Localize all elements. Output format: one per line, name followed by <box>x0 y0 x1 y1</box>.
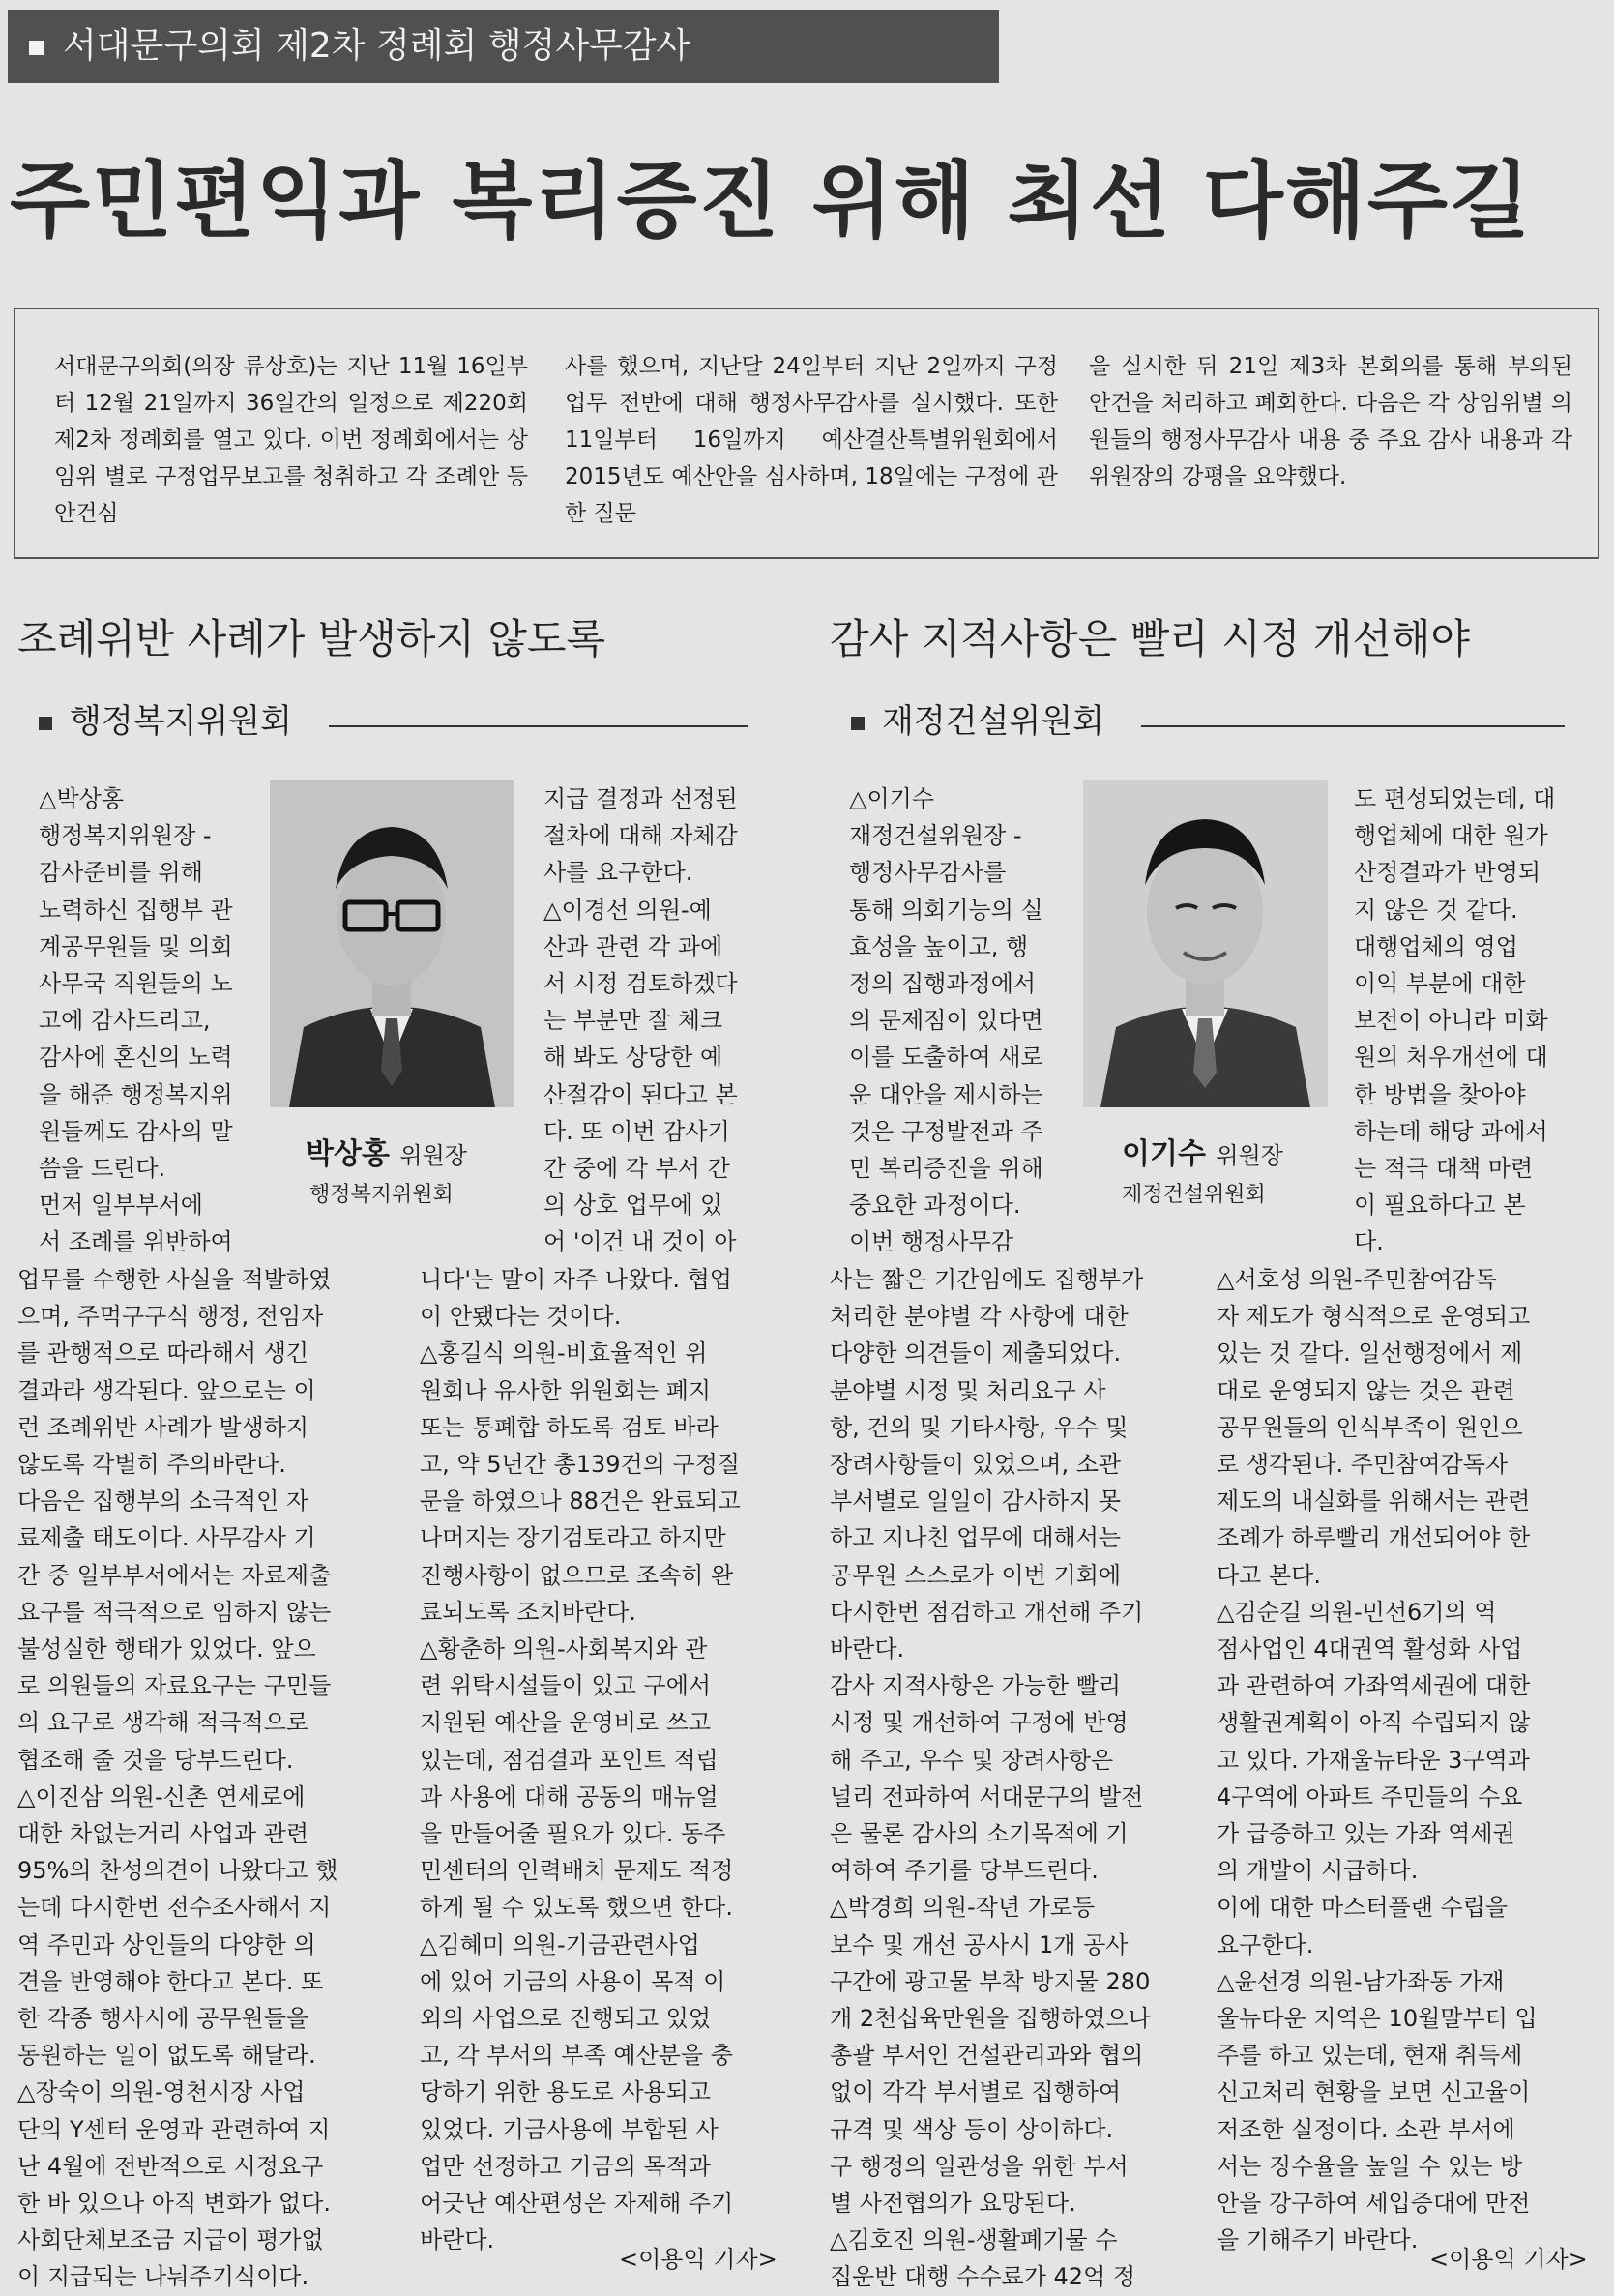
bullet-square-icon <box>39 717 52 730</box>
intro-col-2: 사를 했으며, 지난달 24일부터 지난 2일까지 구정업무 전반에 대해 행정사무감사를 실시했다. 또한 11일부터 16일까지 예산결산특별위원회에서 2015년도 예산안을 심사하며, 18일에는 구정에 관한 질문 <box>565 354 1058 526</box>
intro-col-3: 을 실시한 뒤 21일 제3차 본회의를 통해 부의된 안건을 처리하고 폐회한다. 다음은 각 상임위별 의원들의 행정사무감사 내용 중 주요 감사 내용과 각 위원장의 강평을 요약했다. <box>1089 354 1572 489</box>
right-byline: <이용익 기자> <box>1429 2246 1588 2273</box>
intro-box <box>14 308 1599 559</box>
left-caption-title: 행정복지위원회 <box>309 1183 454 1207</box>
left-col2-top: 지급 결정과 선정된 절차에 대해 자체감 사를 요구한다. △이경선 의원-예 산과 관련 각 과에 서 시정 검토하겠다 는 부분만 잘 체크 해 봐도 상당한 예 산절감이 된다고 본 다. 또 이번 감사기 간 중에 각 부서 간 의 상호 업무에 있 어 '이건 내 것이 아 <box>543 785 738 1256</box>
bullet-square-icon <box>29 41 44 55</box>
left-photo <box>270 780 514 1107</box>
right-col2-bottom: △서호성 의원-주민참여감독 자 제도가 형식적으로 운영되고 있는 것 같다. 일선행정에서 제 대로 운영되지 않는 것은 관련 공무원들의 인식부족이 원인으 로 생각된다. 주민참여감독자 제도의 내실화를 위해서는 관련 조례가 하루빨리 개선되어야 한 다고 본다. △김순길 의원-민선6기의 역 점사업인 4대권역 활성화 사업 과 관련하여 가좌역세권에 대한 생활권계획이 아직 수립되지 않 고 있다. 가재울뉴타운 3구역과 4구역에 아파트 주민들의 수요 가 급증하고 있는 가좌 역세권 의 개발이 시급하다. 이에 대한 마스터플랜 수립을 요구한다. △윤선경 의원-남가좌동 가재 울뉴타운 지역은 10월말부터 입 주를 하고 있는데, 현재 취득세 신고처리 현황을 보면 신고율이 저조한 실정이다. 소관 부서에 서는 징수율을 높일 수 있는 방 안을 강구하여 세입증대에 만전 을 기해주기 바란다. <box>1217 1266 1538 2254</box>
right-caption-name <box>1122 1130 1283 1172</box>
headline: 주민편익과 복리증진 위해 최선 다해주길 <box>10 153 1533 250</box>
caption-role-text: 위원장 <box>1216 1142 1283 1169</box>
right-photo <box>1083 780 1328 1107</box>
left-caption-name <box>306 1130 467 1172</box>
right-subhead: 감사 지적사항은 빨리 시정 개선해야 <box>830 615 1470 662</box>
left-col1-top: △박상홍 행정복지위원장 - 감사준비를 위해 노력하신 집행부 관 계공무원들 및 의회 사무국 직원들의 노 고에 감사드리고, 감사에 혼신의 노력 을 해준 행정복지위 원들께도 감사의 말 씀을 드린다. 먼저 일부부서에 서 조례를 위반하여 <box>39 785 233 1256</box>
committee-name: 재정건설위원회 <box>882 702 1104 741</box>
person-portrait-icon <box>1083 780 1328 1107</box>
section-label-bar <box>8 10 999 83</box>
caption-role-text: 위원장 <box>399 1142 467 1169</box>
left-byline: <이용익 기자> <box>619 2246 778 2273</box>
section-label: 서대문구의회 제2차 정례회 행정사무감사 <box>63 26 690 66</box>
left-col1-bottom: 업무를 수행한 사실을 적발하였 으며, 주먹구구식 행정, 전임자 를 관행적으로 따라해서 생긴 결과라 생각된다. 앞으로는 이 런 조례위반 사례가 발생하지 않도록 각별히 주의바란다. 다음은 집행부의 소극적인 자 료제출 태도이다. 사무감사 기 간 중 일부부서에서는 자료제출 요구를 적극적으로 임하지 않는 불성실한 행태가 있었다. 앞으 로 의원들의 자료요구는 구민들 의 요구로 생각해 적극적으로 협조해 줄 것을 당부드린다. △이진삼 의원-신촌 연세로에 대한 차없는거리 사업과 관련 95%의 찬성의견이 나왔다고 했 는데 다시한번 전수조사해서 지 역 주민과 상인들의 다양한 의 견을 반영해야 한다고 본다. 또 한 각종 행사시에 공무원들을 동원하는 일이 없도록 해달라. △장숙이 의원-영천시장 사업 단의 Y센터 운영과 관련하여 지 난 4월에 전반적으로 시정요구 한 바 있으나 아직 변화가 없다. 사회단체보조금 지급이 평가없 이 지급되는 나눠주기식이다. <box>17 1266 338 2291</box>
right-divider <box>1141 725 1565 727</box>
intro-col-1: 서대문구의회(의장 류상호)는 지난 11월 16일부터 12월 21일까지 36일간의 일정으로 제220회 제2차 정례회를 열고 있다. 이번 정례회에서는 상임위 별로 구정업무보고를 청취하고 각 조례안 등 안건심 <box>54 354 528 526</box>
right-col2-top: 도 편성되었는데, 대 행업체에 대한 원가 산정결과가 반영되 지 않은 것 같다. 대행업체의 영업 이익 부분에 대한 보전이 아니라 미화 원의 처우개선에 대 한 방법을 찾아야 하는데 해당 과에서 는 적극 대책 마련 이 필요하다고 본 다. <box>1354 785 1556 1256</box>
committee-name: 행정복지위원회 <box>70 702 292 741</box>
right-caption-title: 재정건설위원회 <box>1122 1183 1266 1207</box>
right-col1-top: △이기수 재정건설위원장 - 행정사무감사를 통해 의회기능의 실 효성을 높이고, 행 정의 집행과정에서 의 문제점이 있다면 이를 도출하여 새로 운 대안을 제시하는 것은 구정발전과 주 민 복리증진을 위해 중요한 과정이다. 이번 행정사무감 <box>849 785 1043 1256</box>
left-committee-label <box>39 694 292 742</box>
bullet-square-icon <box>851 717 865 730</box>
left-divider <box>329 725 748 727</box>
right-col1-bottom: 사는 짧은 기간임에도 집행부가 처리한 분야별 각 사항에 대한 다양한 의견들이 제출되었다. 분야별 시정 및 처리요구 사 항, 건의 및 기타사항, 우수 및 장려사항들이 있었으며, 소관 부서별로 일일이 감사하지 못 하고 지나친 업무에 대해서는 공무원 스스로가 이번 기회에 다시한번 점검하고 개선해 주기 바란다. 감사 지적사항은 가능한 빨리 시정 및 개선하여 구정에 반영 해 주고, 우수 및 장려사항은 널리 전파하여 서대문구의 발전 은 물론 감사의 소기목적에 기 여하여 주기를 당부드린다. △박경희 의원-작년 가로등 보수 및 개선 공사시 1개 공사 구간에 광고물 부착 방지물 280 개 2천십육만원을 집행하였으나 총괄 부서인 건설관리과와 협의 없이 각각 부서별로 집행하여 규격 및 색상 등이 상이하다. 구 행정의 일관성을 위한 부서 별 사전협의가 요망된다. △김호진 의원-생활폐기물 수 집운반 대행 수수료가 42억 정 <box>830 1266 1151 2291</box>
left-subhead: 조례위반 사례가 발생하지 않도록 <box>17 615 606 662</box>
person-portrait-icon <box>270 780 514 1107</box>
caption-name-text: 이기수 <box>1122 1137 1206 1171</box>
right-committee-label <box>851 694 1104 742</box>
left-col2-bottom: 니다'는 말이 자주 나왔다. 협업 이 안됐다는 것이다. △홍길식 의원-비효율적인 위 원회나 유사한 위원회는 폐지 또는 통폐합 하도록 검토 바라 고, 약 5년간 총139건의 구정질 문을 하였으나 88건은 완료되고 나머지는 장기검토라고 하지만 진행사항이 없으므로 조속히 완 료되도록 조치바란다. △황춘하 의원-사회복지와 관 련 위탁시설들이 있고 구에서 지원된 예산을 운영비로 쓰고 있는데, 점검결과 포인트 적립 과 사용에 대해 공동의 매뉴얼 을 만들어줄 필요가 있다. 동주 민센터의 인력배치 문제도 적정 하게 될 수 있도록 했으면 한다. △김혜미 의원-기금관련사업 에 있어 기금의 사용이 목적 이 외의 사업으로 진행되고 있었 고, 각 부서의 부족 예산분을 충 당하기 위한 용도로 사용되고 있었다. 기금사용에 부합된 사 업만 선정하고 기금의 목적과 어긋난 예산편성은 자제해 주기 바란다. <box>420 1266 741 2254</box>
caption-name-text: 박상홍 <box>306 1137 390 1171</box>
